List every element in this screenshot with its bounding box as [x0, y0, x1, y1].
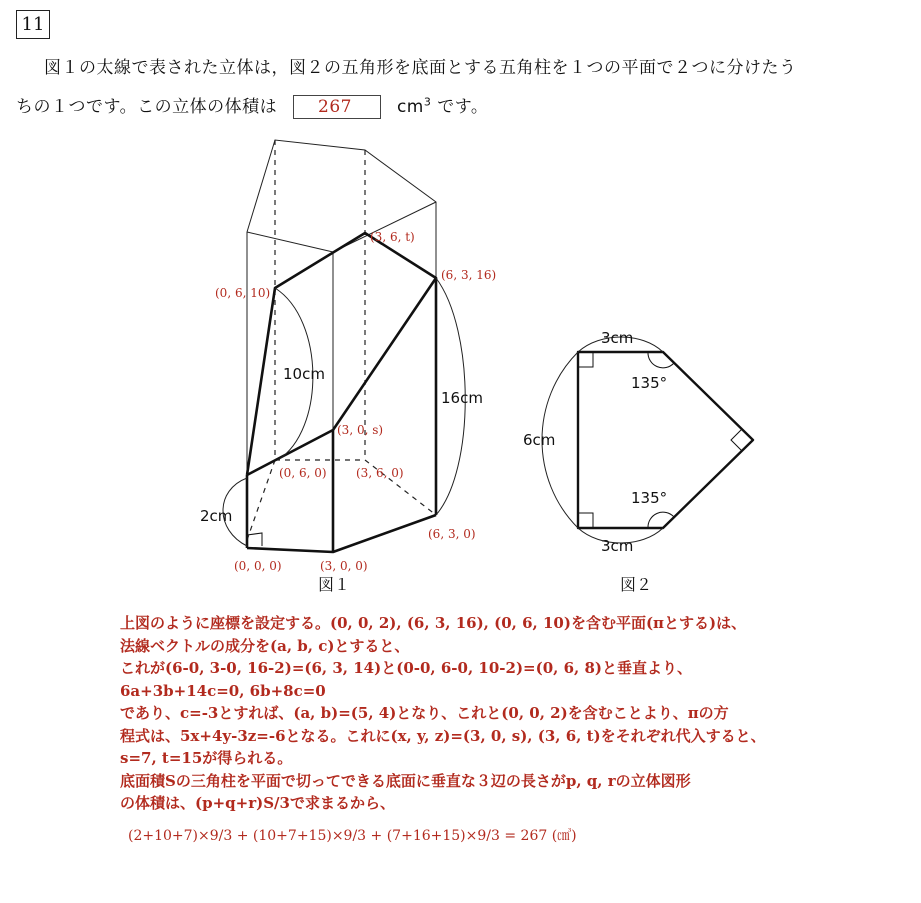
coord-6-3-16: (6, 3, 16) [441, 268, 497, 282]
coord-3-6-t: (3, 6, t) [370, 230, 415, 244]
coord-0-0-0: (0, 0, 0) [234, 559, 282, 573]
solution-line: 程式は、5x+4y-3z=-6となる。これに(x, y, z)=(3, 0, s), (3, 6, t)をそれぞれ代入すると、 [120, 726, 766, 745]
solution-line: 上図のように座標を設定する。(0, 0, 2), (6, 3, 16), (0, 6, 10)を含む平面(πとする)は、 [120, 614, 747, 632]
statement-text-after: です。 [437, 97, 489, 117]
dim-bottom-3cm: 3cm [601, 537, 634, 555]
solution-text [120, 612, 910, 847]
coord-6-3-0: (6, 3, 0) [428, 527, 476, 541]
solution-line: 底面積Sの三角柱を平面で切ってできる底面に垂直な３辺の長さがp, q, rの立体図形 [120, 771, 691, 790]
dim-left-6cm: 6cm [523, 431, 556, 449]
answer-box: 267 [293, 95, 381, 119]
coord-3-6-0: (3, 6, 0) [356, 466, 404, 480]
coord-0-6-0: (0, 6, 0) [279, 466, 327, 480]
dim-16cm: 16cm [441, 389, 483, 407]
solution-line: 6a+3b+14c=0, 6b+8c=0 [120, 681, 326, 700]
solution-line: の体積は、(p+q+r)S/3で求まるから、 [120, 794, 395, 812]
solution-line: であり、c=-3とすれば、(a, b)=(5, 4)となり、これと(0, 0, 2)を含むことより、πの方 [120, 704, 729, 722]
dim-2cm: 2cm [200, 507, 233, 525]
pentagon-dimension-arcs [542, 337, 663, 543]
dim-top-3cm: 3cm [601, 329, 634, 347]
answer-unit: $cm^3$ [396, 95, 432, 117]
solution-line: これが(6-0, 3-0, 16-2)=(6, 3, 14)と(0-0, 6-0, 10-2)=(0, 6, 8)と垂直より、 [120, 659, 693, 677]
angle-bottom-135: 135° [631, 489, 668, 507]
statement-text-before: ちの１つです。この立体の体積は [16, 97, 278, 117]
solution-line: 法線ベクトルの成分を(a, b, c)とすると、 [120, 636, 410, 655]
problem-number: 11 [16, 10, 50, 39]
problem-statement-line1: 図１の太線で表された立体は，図２の五角形を底面とする五角柱を１つの平面で２つに分けたう [44, 58, 797, 78]
figure2-caption: 図２ [620, 575, 653, 594]
coord-3-0-0: (3, 0, 0) [320, 559, 368, 573]
solution-final-equation: (2+10+7)×9/3 + (10+7+15)×9/3 + (7+16+15)×9/3 = 267 (㎤) [128, 827, 577, 844]
angle-top-135: 135° [631, 374, 668, 392]
dim-10cm: 10cm [283, 365, 325, 383]
solution-line: s=7, t=15が得られる。 [120, 749, 293, 767]
coord-3-0-s: (3, 0, s) [337, 423, 384, 437]
coord-0-6-10: (0, 6, 10) [215, 286, 271, 300]
figure1-caption: 図１ [318, 575, 351, 594]
